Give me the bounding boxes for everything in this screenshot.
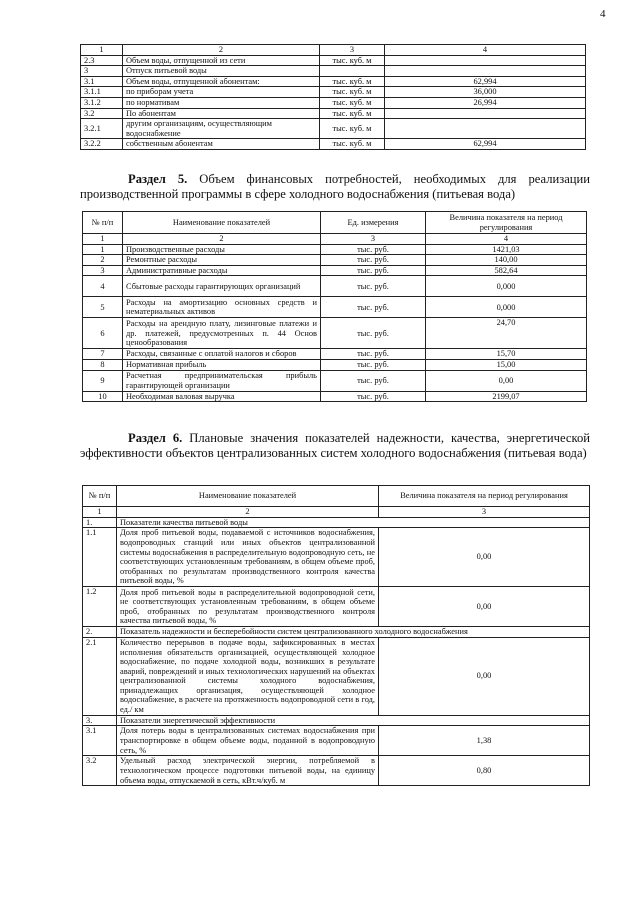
group-row bbox=[83, 627, 590, 638]
col-number-2: 2 bbox=[123, 234, 321, 245]
table-row bbox=[83, 637, 590, 715]
row-value: 15,00 bbox=[426, 359, 587, 370]
row-name: Объем воды, отпущенной абонентам: bbox=[123, 76, 320, 87]
col-header-name: Наименование показателей bbox=[117, 486, 379, 507]
col-number-3: 3 bbox=[321, 234, 426, 245]
row-unit: тыс. руб. bbox=[321, 370, 426, 391]
col-number-1: 1 bbox=[81, 45, 123, 56]
row-value: 1,38 bbox=[379, 726, 590, 756]
table-row bbox=[83, 726, 590, 756]
row-unit: тыс. руб. bbox=[321, 359, 426, 370]
table-row bbox=[83, 276, 587, 297]
row-value bbox=[385, 119, 586, 139]
row-num: 6 bbox=[83, 318, 123, 349]
row-value: 1421,03 bbox=[426, 244, 587, 255]
col-header-number: № п/п bbox=[83, 486, 117, 507]
row-name: Доля потерь воды в централизованных системах водоснабжения при транспортировке в общем объеме воды, поданной в водопроводную сеть, % bbox=[117, 726, 379, 756]
group-row bbox=[83, 715, 590, 726]
section6-heading bbox=[80, 431, 590, 461]
row-unit bbox=[320, 66, 385, 77]
row-unit: тыс. куб. м bbox=[320, 119, 385, 139]
row-name: Доля проб питьевой воды, подаваемой с источников водоснабжения, водопроводных станций или иных объектов централизованной системы водоснабжения в распределительную водопроводную сеть, не соответствующих установленным требованиям, в общем объеме проб, отобранных по результатам производственного контроля качества питьевой воды, % bbox=[117, 528, 379, 587]
row-num: 9 bbox=[83, 370, 123, 391]
col-number-1: 1 bbox=[83, 234, 123, 245]
row-num: 3 bbox=[83, 265, 123, 276]
row-num: 3.1.2 bbox=[81, 97, 123, 108]
col-number-4: 4 bbox=[426, 234, 587, 245]
row-unit: тыс. куб. м bbox=[320, 76, 385, 87]
group-title: Показатели качества питьевой воды bbox=[117, 517, 590, 528]
table-row bbox=[81, 97, 586, 108]
row-value: 0,00 bbox=[379, 587, 590, 627]
table-row bbox=[81, 76, 586, 87]
row-value: 0,80 bbox=[379, 756, 590, 786]
section5-heading bbox=[80, 172, 590, 202]
row-num: 3.1 bbox=[83, 726, 117, 756]
row-name: Необходимая валовая выручка bbox=[123, 391, 321, 402]
col-header-value: Величина показателя на период регулирования bbox=[379, 486, 590, 507]
col-header-value: Величина показателя на период регулирования bbox=[426, 212, 587, 234]
row-name: Производственные расходы bbox=[123, 244, 321, 255]
column-number-row bbox=[83, 234, 587, 245]
section6-label: Раздел 6. bbox=[128, 431, 183, 445]
row-name: Расходы на амортизацию основных средств и нематериальных активов bbox=[123, 297, 321, 318]
row-num: 2.1 bbox=[83, 637, 117, 715]
table-row bbox=[83, 587, 590, 627]
column-number-row bbox=[83, 507, 590, 518]
col-header-name: Наименование показателей bbox=[123, 212, 321, 234]
table-row bbox=[81, 108, 586, 119]
row-name: Объем воды, отпущенной из сети bbox=[123, 55, 320, 66]
col-number-2: 2 bbox=[123, 45, 320, 56]
row-name: Расчетная предпринимательская прибыль гарантирующей организации bbox=[123, 370, 321, 391]
row-unit: тыс. руб. bbox=[321, 391, 426, 402]
row-name: Доля проб питьевой воды в распределительной водопроводной сети, не соответствующих установленным требованиям, в общем объеме проб, отобранных по результатам производственного контроля качества питьевой воды, % bbox=[117, 587, 379, 627]
row-unit: тыс. руб. bbox=[321, 244, 426, 255]
row-name: Расходы, связанные с оплатой налогов и сборов bbox=[123, 349, 321, 360]
row-value: 0,000 bbox=[426, 276, 587, 297]
row-name: Количество перерывов в подаче воды, зафиксированных в местах исполнения обязательств организацией, осуществляющей холодное водоснабжение, по подаче холодной воды, возникших в результате аварий, повреждений и иных технологических нарушений на объектах централизованной системы холодного водоснабжения, принадлежащих организация, осуществляющей холодное водоснабжение, в расчете на протяженность водопроводной сети в год, ед./ км bbox=[117, 637, 379, 715]
row-unit: тыс. куб. м bbox=[320, 87, 385, 98]
row-value: 140,00 bbox=[426, 255, 587, 266]
row-num: 1 bbox=[83, 244, 123, 255]
row-unit: тыс. куб. м bbox=[320, 97, 385, 108]
table-row bbox=[83, 265, 587, 276]
row-num: 3.2.1 bbox=[81, 119, 123, 139]
row-unit: тыс. куб. м bbox=[320, 108, 385, 119]
row-value: 15,70 bbox=[426, 349, 587, 360]
col-header-number: № п/п bbox=[83, 212, 123, 234]
table-row bbox=[83, 370, 587, 391]
table-row bbox=[83, 318, 587, 349]
row-unit: тыс. руб. bbox=[321, 297, 426, 318]
table-row bbox=[83, 297, 587, 318]
section5-title: Объем финансовых потребностей, необходимых для реализации производственной программы в сфере холодного водоснабжения (питьевая вода) bbox=[80, 172, 590, 201]
row-name: по нормативам bbox=[123, 97, 320, 108]
row-value: 582,64 bbox=[426, 265, 587, 276]
row-num: 3 bbox=[81, 66, 123, 77]
group-num: 1. bbox=[83, 517, 117, 528]
row-value bbox=[385, 108, 586, 119]
row-num: 1.1 bbox=[83, 528, 117, 587]
table-header-row bbox=[83, 212, 587, 234]
group-row bbox=[83, 517, 590, 528]
row-num: 5 bbox=[83, 297, 123, 318]
table-row bbox=[83, 756, 590, 786]
col-header-unit: Ед. измерения bbox=[321, 212, 426, 234]
row-num: 3.2.2 bbox=[81, 139, 123, 150]
row-num: 1.2 bbox=[83, 587, 117, 627]
row-value: 36,000 bbox=[385, 87, 586, 98]
row-name: собственным абонентам bbox=[123, 139, 320, 150]
table-row bbox=[83, 255, 587, 266]
row-value: 24,70 bbox=[426, 318, 587, 349]
row-name: Отпуск питьевой воды bbox=[123, 66, 320, 77]
row-num: 7 bbox=[83, 349, 123, 360]
col-number-4: 4 bbox=[385, 45, 586, 56]
table-header-row bbox=[83, 486, 590, 507]
table-row bbox=[83, 244, 587, 255]
row-unit: тыс. куб. м bbox=[320, 139, 385, 150]
page-number: 4 bbox=[600, 8, 606, 20]
col-number-2: 2 bbox=[117, 507, 379, 518]
row-name: другим организациям, осуществляющим водоснабжение bbox=[123, 119, 320, 139]
table-row bbox=[81, 87, 586, 98]
row-num: 2.3 bbox=[81, 55, 123, 66]
row-value: 26,994 bbox=[385, 97, 586, 108]
row-num: 10 bbox=[83, 391, 123, 402]
row-value: 0,00 bbox=[379, 637, 590, 715]
row-num: 8 bbox=[83, 359, 123, 370]
group-title: Показатели энергетической эффективности bbox=[117, 715, 590, 726]
row-unit: тыс. руб. bbox=[321, 318, 426, 349]
row-value bbox=[385, 55, 586, 66]
table-row bbox=[81, 139, 586, 150]
row-unit: тыс. руб. bbox=[321, 265, 426, 276]
row-num: 2 bbox=[83, 255, 123, 266]
row-name: Расходы на арендную плату, лизинговые платежи и др. платежей, предусмотренных п. 44 Основ ценообразования bbox=[123, 318, 321, 349]
group-title: Показатель надежности и бесперебойности систем централизованного холодного водоснабжения bbox=[117, 627, 590, 638]
row-value: 0,00 bbox=[426, 370, 587, 391]
row-name: по приборам учета bbox=[123, 87, 320, 98]
col-number-3: 3 bbox=[379, 507, 590, 518]
row-name: По абонентам bbox=[123, 108, 320, 119]
row-name: Сбытовые расходы гарантирующих организаций bbox=[123, 276, 321, 297]
table-row bbox=[83, 359, 587, 370]
group-num: 2. bbox=[83, 627, 117, 638]
row-name: Административные расходы bbox=[123, 265, 321, 276]
row-unit: тыс. руб. bbox=[321, 255, 426, 266]
table-financial-needs bbox=[82, 211, 587, 402]
row-value: 2199,07 bbox=[426, 391, 587, 402]
row-num: 4 bbox=[83, 276, 123, 297]
table-header-row bbox=[81, 45, 586, 56]
table-row bbox=[81, 119, 586, 139]
row-name: Ремонтные расходы bbox=[123, 255, 321, 266]
row-num: 3.1 bbox=[81, 76, 123, 87]
col-number-3: 3 bbox=[320, 45, 385, 56]
table-water-volume-continued bbox=[80, 44, 586, 150]
row-value: 0,000 bbox=[426, 297, 587, 318]
row-name: Нормативная прибыль bbox=[123, 359, 321, 370]
col-number-1: 1 bbox=[83, 507, 117, 518]
row-unit: тыс. руб. bbox=[321, 349, 426, 360]
row-name: Удельный расход электрической энергии, потребляемой в технологическом процессе подготовки питьевой воды, на единицу объема воды, отпускаемой в сеть, кВт.ч/куб. м bbox=[117, 756, 379, 786]
table-row bbox=[83, 391, 587, 402]
row-num: 3.1.1 bbox=[81, 87, 123, 98]
table-performance-indicators bbox=[82, 485, 590, 786]
row-num: 3.2 bbox=[83, 756, 117, 786]
section5-label: Раздел 5. bbox=[128, 172, 188, 186]
row-unit: тыс. куб. м bbox=[320, 55, 385, 66]
table-row bbox=[81, 66, 586, 77]
row-value: 0,00 bbox=[379, 528, 590, 587]
table-row bbox=[81, 55, 586, 66]
table-row bbox=[83, 528, 590, 587]
row-value bbox=[385, 66, 586, 77]
row-num: 3.2 bbox=[81, 108, 123, 119]
row-unit: тыс. руб. bbox=[321, 276, 426, 297]
table-row bbox=[83, 349, 587, 360]
group-num: 3. bbox=[83, 715, 117, 726]
section6-title: Плановые значения показателей надежности, качества, энергетической эффективности объектов централизованных систем холодного водоснабжения (питьевая вода) bbox=[80, 431, 590, 460]
row-value: 62,994 bbox=[385, 76, 586, 87]
row-value: 62,994 bbox=[385, 139, 586, 150]
